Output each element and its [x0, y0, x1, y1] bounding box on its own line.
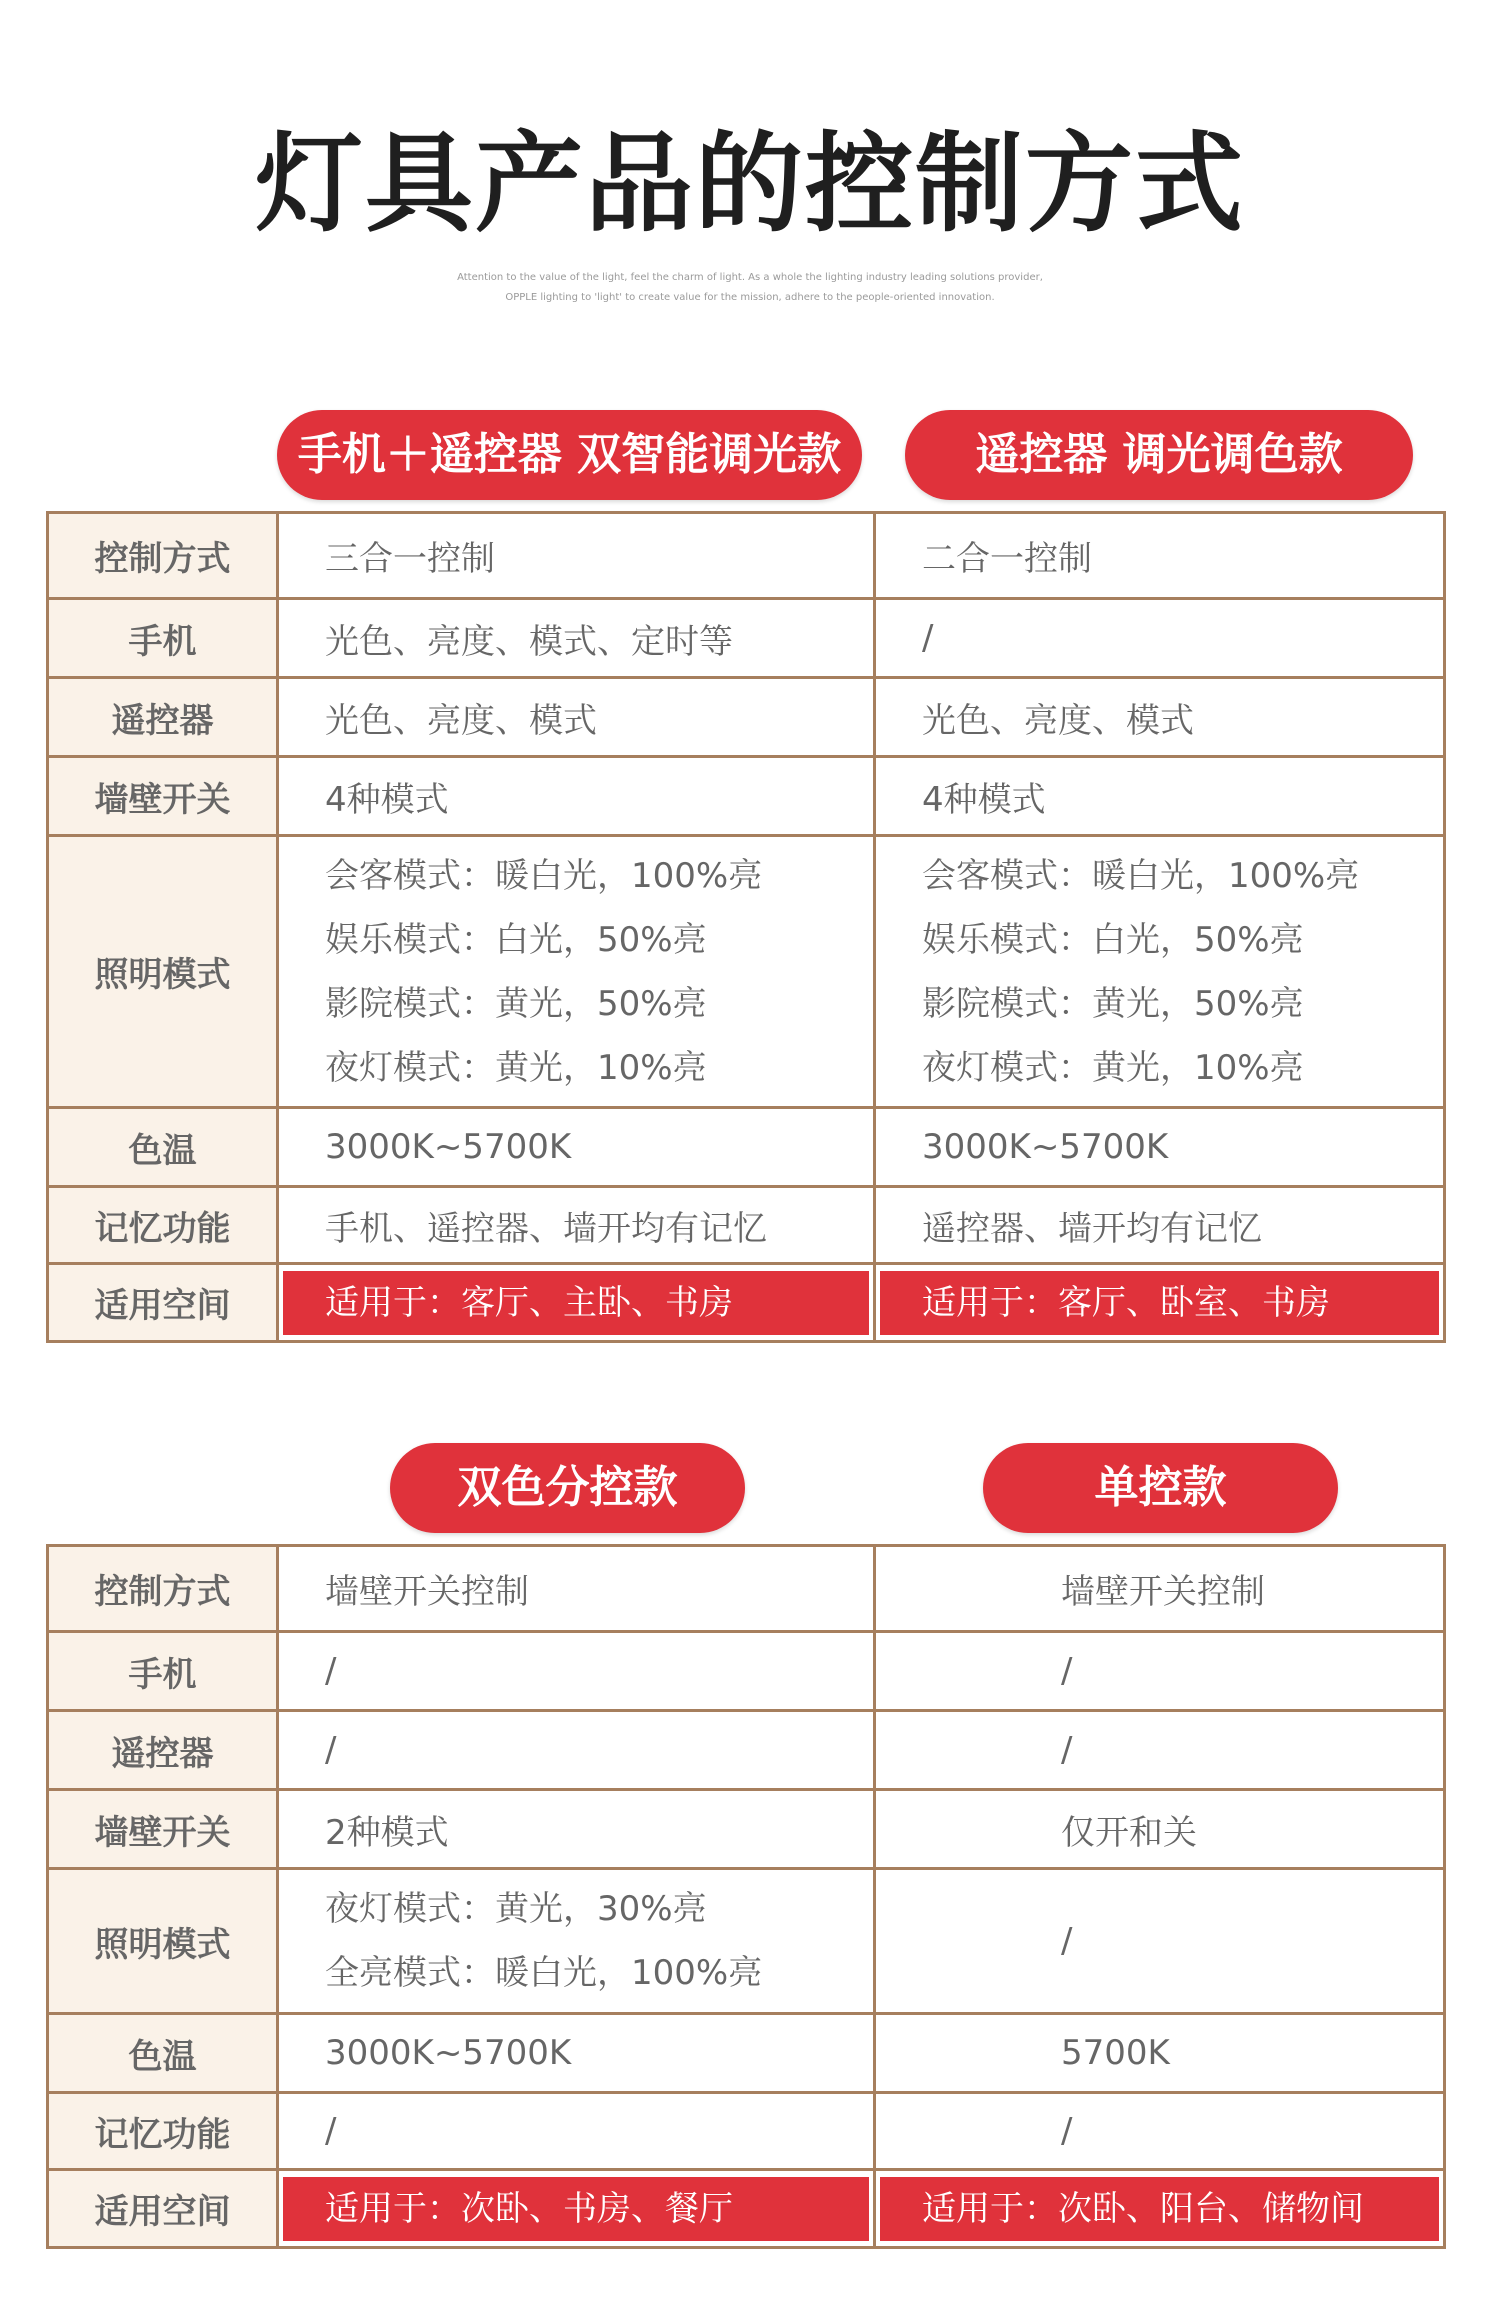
cell-value: 光色、亮度、模式	[278, 678, 875, 757]
mode-line: 夜灯模式：黄光，10%亮	[325, 1047, 707, 1088]
cell-value	[875, 1632, 1445, 1711]
cell-value: 3000K~5700K	[278, 2014, 875, 2093]
row-label: 遥控器	[48, 1711, 278, 1790]
cell-text: /	[1061, 1730, 1073, 1770]
cell-value: 墙壁开关控制	[278, 1546, 875, 1632]
table-row	[48, 2014, 1445, 2093]
applicable-space-bar: 适用于：次卧、阳台、储物间	[880, 2177, 1439, 2241]
subtitle-line-2: OPPLE lighting to 'light' to create value for the mission, adhere to the people-oriented innovation.	[505, 292, 995, 303]
mode-line: 影院模式：黄光，50%亮	[922, 983, 1304, 1024]
header-pill-dual-color: 双色分控款	[390, 1443, 745, 1533]
cell-text: 仅开和关	[1061, 1812, 1197, 1853]
cell-value: /	[278, 1711, 875, 1790]
cell-value: /	[278, 2093, 875, 2170]
cell-value-multiline	[278, 836, 875, 1108]
cell-value	[875, 1711, 1445, 1790]
applicable-space-cell	[278, 1264, 875, 1342]
cell-value: 光色、亮度、模式、定时等	[278, 599, 875, 678]
row-label: 色温	[48, 2014, 278, 2093]
cell-text: /	[1061, 2111, 1073, 2151]
row-label: 控制方式	[48, 513, 278, 599]
cell-value: 二合一控制	[875, 513, 1445, 599]
table-row	[48, 1790, 1445, 1869]
row-label: 墙壁开关	[48, 1790, 278, 1869]
table-row	[48, 599, 1445, 678]
table-row	[48, 1187, 1445, 1264]
mode-line: 全亮模式：暖白光，100%亮	[325, 1953, 763, 1993]
table-row	[48, 1632, 1445, 1711]
cell-value: 4种模式	[875, 757, 1445, 836]
mode-line: 娱乐模式：白光，50%亮	[922, 919, 1304, 960]
mode-line: 夜灯模式：黄光，10%亮	[922, 1047, 1304, 1088]
cell-value	[875, 2014, 1445, 2093]
cell-value	[875, 1869, 1445, 2014]
applicable-space-cell	[875, 2170, 1445, 2248]
table-row	[48, 1546, 1445, 1632]
cell-text: /	[1061, 1921, 1073, 1961]
header-pill-remote-color: 遥控器 调光调色款	[905, 410, 1413, 500]
row-label: 记忆功能	[48, 1187, 278, 1264]
mode-line: 影院模式：黄光，50%亮	[325, 983, 707, 1024]
table-row	[48, 513, 1445, 599]
mode-line: 会客模式：暖白光，100%亮	[922, 855, 1360, 896]
cell-value: /	[278, 1632, 875, 1711]
applicable-space-bar: 适用于：次卧、书房、餐厅	[283, 2177, 869, 2241]
row-label: 照明模式	[48, 836, 278, 1108]
applicable-space-bar: 适用于：客厅、主卧、书房	[283, 1271, 869, 1335]
cell-value: /	[875, 599, 1445, 678]
applicable-space-cell	[875, 1264, 1445, 1342]
cell-value	[875, 1546, 1445, 1632]
table-row	[48, 1108, 1445, 1187]
table-row	[48, 2170, 1445, 2248]
cell-text: /	[1061, 1651, 1073, 1691]
cell-value-multiline	[875, 836, 1445, 1108]
row-label: 手机	[48, 1632, 278, 1711]
cell-value: 3000K~5700K	[278, 1108, 875, 1187]
row-label: 墙壁开关	[48, 757, 278, 836]
cell-value: 三合一控制	[278, 513, 875, 599]
row-label: 遥控器	[48, 678, 278, 757]
row-label: 照明模式	[48, 1869, 278, 2014]
cell-value	[875, 2093, 1445, 2170]
table-row	[48, 1711, 1445, 1790]
row-label: 色温	[48, 1108, 278, 1187]
cell-value: 4种模式	[278, 757, 875, 836]
cell-value: 手机、遥控器、墙开均有记忆	[278, 1187, 875, 1264]
subtitle-line-1: Attention to the value of the light, feel the charm of light. As a whole the lighting industry leading solutions provider,	[457, 272, 1043, 283]
mode-line: 娱乐模式：白光，50%亮	[325, 919, 707, 960]
row-label: 适用空间	[48, 2170, 278, 2248]
row-label: 适用空间	[48, 1264, 278, 1342]
cell-text: 墙壁开关控制	[1061, 1572, 1265, 1612]
mode-line: 会客模式：暖白光，100%亮	[325, 855, 763, 896]
spec-table-1	[46, 511, 1446, 1343]
page-title: 灯具产品的控制方式	[254, 122, 1245, 247]
applicable-space-cell	[278, 2170, 875, 2248]
cell-text: 5700K	[1061, 2033, 1170, 2073]
table-row	[48, 1869, 1445, 2014]
row-label: 手机	[48, 599, 278, 678]
cell-value: 光色、亮度、模式	[875, 678, 1445, 757]
spec-table-2	[46, 1544, 1446, 2249]
cell-value: 遥控器、墙开均有记忆	[875, 1187, 1445, 1264]
table-row	[48, 836, 1445, 1108]
mode-line: 夜灯模式：黄光，30%亮	[325, 1889, 707, 1929]
table-row	[48, 757, 1445, 836]
applicable-space-bar: 适用于：客厅、卧室、书房	[880, 1271, 1439, 1335]
cell-value	[875, 1790, 1445, 1869]
cell-value: 2种模式	[278, 1790, 875, 1869]
table-row	[48, 678, 1445, 757]
table-row	[48, 1264, 1445, 1342]
cell-value: 3000K~5700K	[875, 1108, 1445, 1187]
table-row	[48, 2093, 1445, 2170]
cell-value-multiline	[278, 1869, 875, 2014]
header-pill-single-control: 单控款	[983, 1443, 1338, 1533]
row-label: 记忆功能	[48, 2093, 278, 2170]
header-pill-smart-dimming: 手机＋遥控器 双智能调光款	[277, 410, 862, 500]
page-subtitle	[0, 268, 1500, 308]
row-label: 控制方式	[48, 1546, 278, 1632]
